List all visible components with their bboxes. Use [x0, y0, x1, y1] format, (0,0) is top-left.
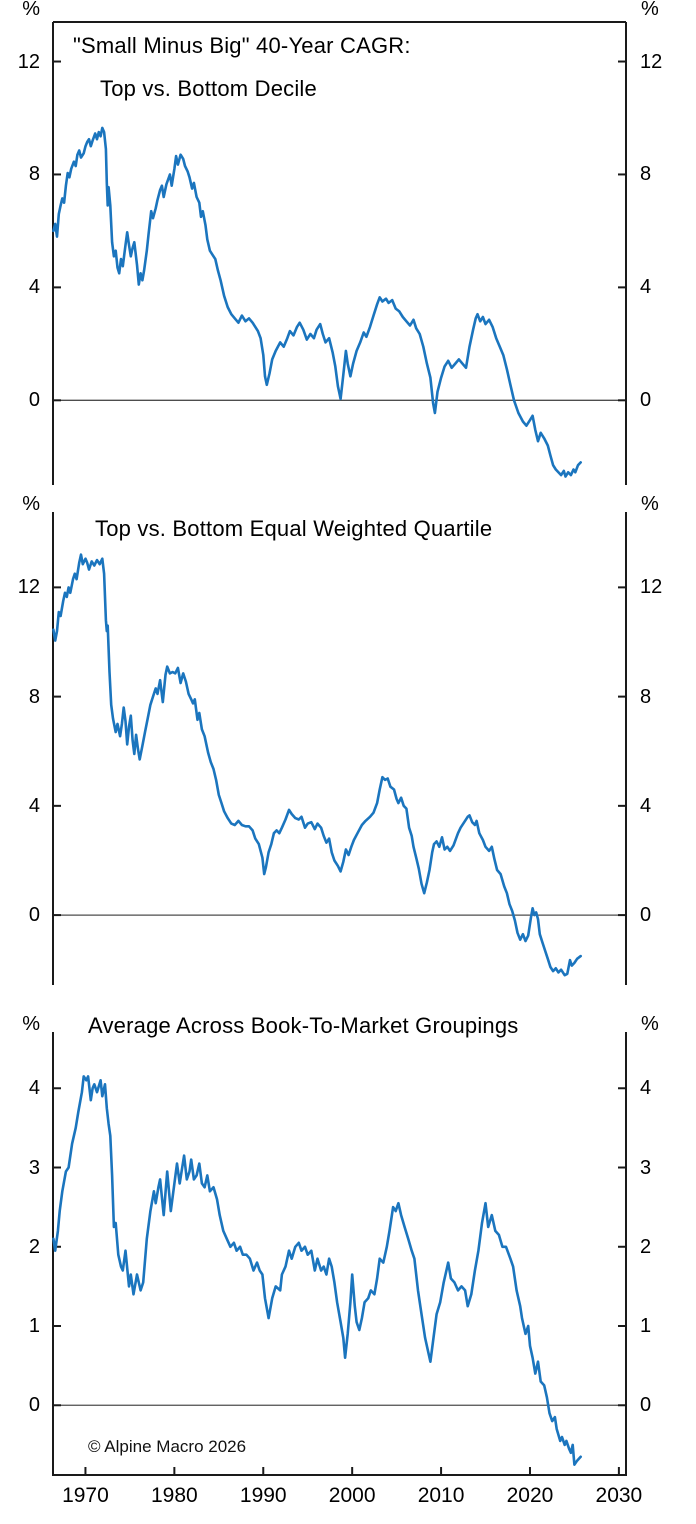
panel3-title: Average Across Book-To-Market Groupings — [88, 1013, 519, 1038]
y-tick-label-left: 8 — [28, 685, 40, 708]
panel1-subtitle: Top vs. Bottom Decile — [100, 76, 317, 101]
y-tick-label-right: 12 — [640, 50, 663, 73]
y-tick-label-left: 2 — [28, 1235, 40, 1258]
copyright-note: © Alpine Macro 2026 — [88, 1437, 247, 1456]
percent-label-right: % — [641, 0, 659, 20]
y-tick-label-left: 1 — [28, 1315, 40, 1337]
x-tick-label: 1990 — [239, 1484, 287, 1507]
x-tick-label: 1980 — [150, 1484, 198, 1507]
x-tick-label: 1970 — [62, 1484, 109, 1507]
y-tick-label-left: 4 — [28, 1077, 40, 1100]
y-tick-label-right: 4 — [640, 1077, 652, 1100]
data-line-series-3 — [53, 1076, 580, 1464]
y-tick-label-left: 4 — [28, 794, 40, 817]
y-tick-label-right: 0 — [640, 389, 652, 412]
y-tick-label-right: 3 — [640, 1156, 652, 1179]
y-tick-label-right: 2 — [640, 1235, 652, 1258]
y-tick-label-left: 12 — [17, 576, 40, 599]
y-tick-label-right: 1 — [640, 1315, 652, 1337]
percent-label-right: % — [641, 493, 659, 515]
y-tick-label-left: 4 — [28, 276, 40, 299]
percent-label-left: % — [22, 1013, 40, 1035]
y-tick-label-left: 12 — [17, 50, 40, 73]
y-tick-label-right: 8 — [640, 163, 652, 186]
y-tick-label-right: 0 — [640, 904, 652, 927]
y-tick-label-left: 0 — [28, 1394, 40, 1417]
percent-label-left: % — [22, 0, 40, 20]
y-tick-label-left: 3 — [28, 1156, 40, 1179]
x-tick-label: 2030 — [595, 1484, 643, 1507]
panel1-title: "Small Minus Big" 40-Year CAGR: — [73, 33, 411, 58]
y-tick-label-right: 12 — [640, 576, 663, 599]
data-line-series-1 — [53, 128, 580, 477]
y-tick-label-right: 4 — [640, 794, 652, 817]
panel2-title: Top vs. Bottom Equal Weighted Quartile — [95, 516, 493, 541]
data-line-series-2 — [53, 555, 580, 976]
percent-label-left: % — [22, 493, 40, 515]
y-tick-label-left: 0 — [28, 904, 40, 927]
y-tick-label-left: 0 — [28, 389, 40, 412]
y-tick-label-right: 8 — [640, 685, 652, 708]
percent-label-right: % — [641, 1013, 659, 1035]
y-tick-label-right: 0 — [640, 1394, 652, 1417]
y-tick-label-right: 4 — [640, 276, 652, 299]
y-tick-label-left: 8 — [28, 163, 40, 186]
x-tick-label: 2020 — [506, 1484, 554, 1507]
x-tick-label: 2000 — [328, 1484, 376, 1507]
x-tick-label: 2010 — [417, 1484, 465, 1507]
